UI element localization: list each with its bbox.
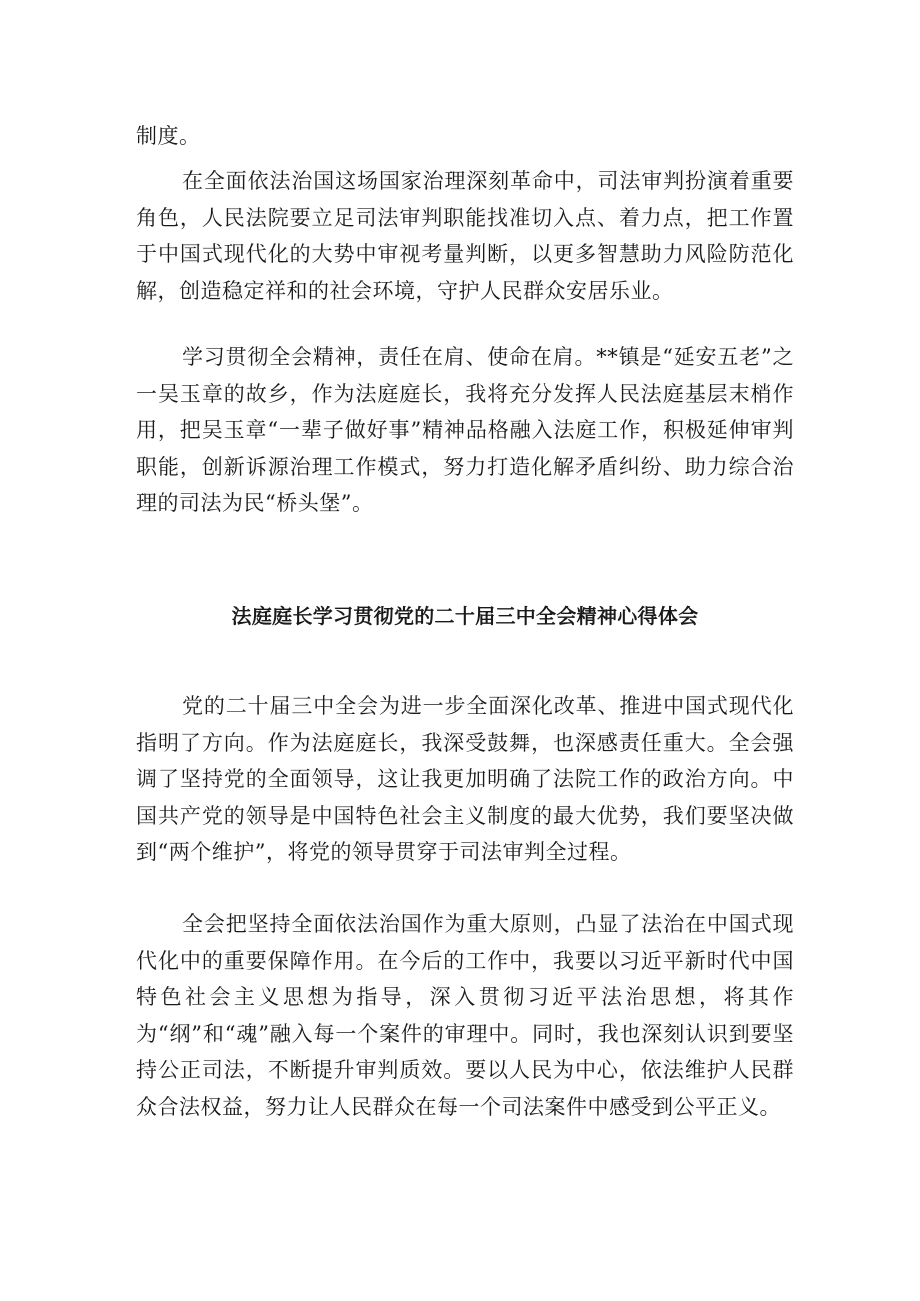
paragraph-rule-of-law: 全会把坚持全面依法治国作为重大原则，凸显了法治在中国式现代化中的重要保障作用。在今后的工作中，我要以习近平新时代中国特色社会主义思想为指导，深入贯彻习近平法治思想，将其作为“纲”和“魂”融入每一个案件的审理中。同时，我也深刻认识到要坚持公正司法，不断提升审判质效。要以人民为中心，依法维护人民群众合法权益，努力让人民群众在每一个司法案件中感受到公平正义。 — [136, 912, 794, 1119]
paragraph-judicial-role: 在全面依法治国这场国家治理深刻革命中，司法审判扮演着重要角色，人民法院要立足司法审判职能找准切入点、着力点，把工作置于中国式现代化的大势中审视考量判断，以更多智慧助力风险防范化解，创造稳定祥和的社会环境，守护人民群众安居乐业。 — [136, 169, 794, 303]
paragraph-continuation: 制度。 — [136, 124, 201, 148]
paragraph-study-plenary: 学习贯彻全会精神，责任在肩、使命在肩。**镇是“延安五老”之一吴玉章的故乡，作为法庭庭长，我将充分发挥人民法庭基层末梢作用，把吴玉章“一辈子做好事”精神品格融入法庭工作，积极延伸审判职能，创新诉源治理工作模式，努力打造化解矛盾纠纷、助力综合治理的司法为民“桥头堡”。 — [136, 345, 794, 515]
article-title: 法庭庭长学习贯彻党的二十届三中全会精神心得体会 — [231, 604, 699, 628]
paragraph-plenary-direction: 党的二十届三中全会为进一步全面深化改革、推进中国式现代化指明了方向。作为法庭庭长，我深受鼓舞，也深感责任重大。全会强调了坚持党的全面领导，这让我更加明确了法院工作的政治方向。中国共产党的领导是中国特色社会主义制度的最大优势，我们要坚决做到“两个维护”，将党的领导贯穿于司法审判全过程。 — [136, 694, 794, 864]
